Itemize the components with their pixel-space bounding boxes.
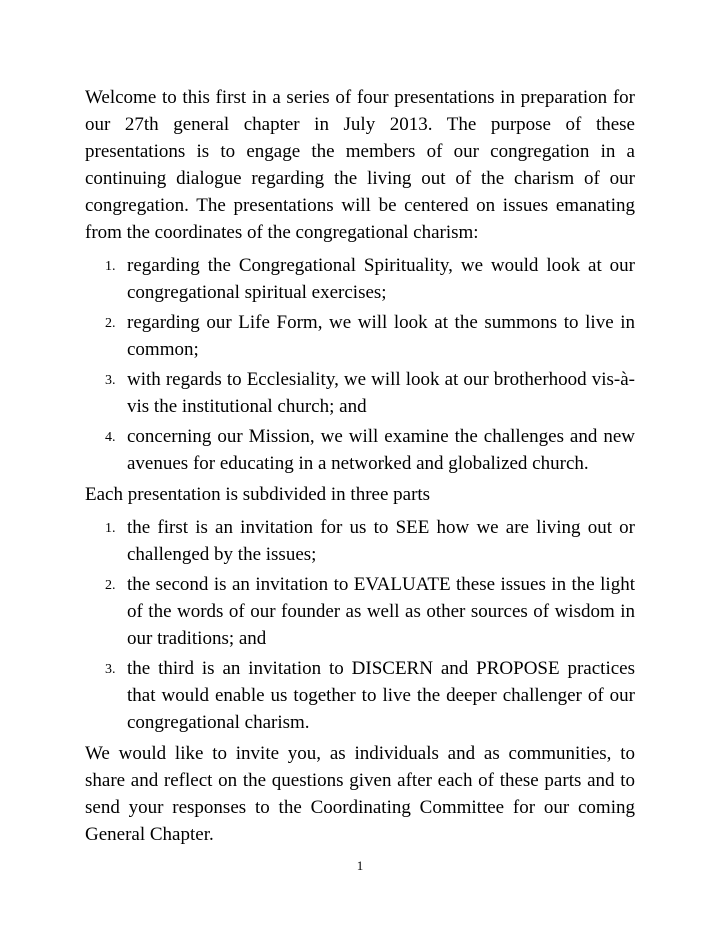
list-item-number: 2. bbox=[105, 578, 116, 593]
intro-paragraph: Welcome to this first in a series of four presentations in preparation for our 27th general chapter in July 2013. The purpose of these presentations is to engage the members of our congregation in a continuing dialogue regarding the living out of the charism of our congregation. The presentations will be centered on issues emanating from the coordinates of the congregational charism: bbox=[85, 87, 635, 243]
list-item bbox=[85, 571, 635, 652]
list-item bbox=[85, 655, 635, 736]
parts-lead: Each presentation is subdivided in three parts bbox=[85, 484, 431, 505]
list-item-number: 4. bbox=[105, 430, 116, 445]
coordinates-list bbox=[85, 252, 635, 477]
list-item bbox=[85, 309, 635, 363]
list-item-number: 2. bbox=[105, 316, 116, 331]
list-item bbox=[85, 514, 635, 568]
list-item-number: 3. bbox=[105, 662, 116, 677]
parts-list bbox=[85, 514, 635, 736]
list-item-text: the third is an invitation to DISCERN and PROPOSE practices that would enable us together to live the deeper challenger of our congregational charism. bbox=[127, 658, 635, 733]
closing-paragraph: We would like to invite you, as individuals and as communities, to share and reflect on the questions given after each of these parts and to send your responses to the Coordinating Committee for our coming General Chapter. bbox=[85, 743, 635, 845]
list-item-text: regarding the Congregational Spirituality, we would look at our congregational spiritual exercises; bbox=[127, 255, 635, 303]
list-item-text: regarding our Life Form, we will look at the summons to live in common; bbox=[127, 312, 635, 360]
list-item-text: the second is an invitation to EVALUATE these issues in the light of the words of our founder as well as other sources of wisdom in our traditions; and bbox=[127, 574, 635, 649]
list-item-number: 1. bbox=[105, 521, 116, 536]
document-body bbox=[85, 84, 635, 848]
list-item bbox=[85, 366, 635, 420]
list-item-text: the first is an invitation for us to SEE how we are living out or challenged by the issues; bbox=[127, 517, 635, 565]
page-number: 1 bbox=[356, 858, 364, 873]
list-item-number: 1. bbox=[105, 259, 116, 274]
list-item bbox=[85, 252, 635, 306]
list-item-text: concerning our Mission, we will examine the challenges and new avenues for educating in a networked and globalized church. bbox=[127, 426, 635, 474]
list-item bbox=[85, 423, 635, 477]
list-item-text: with regards to Ecclesiality, we will look at our brotherhood vis-à-vis the institutional church; and bbox=[127, 369, 635, 417]
list-item-number: 3. bbox=[105, 373, 116, 388]
